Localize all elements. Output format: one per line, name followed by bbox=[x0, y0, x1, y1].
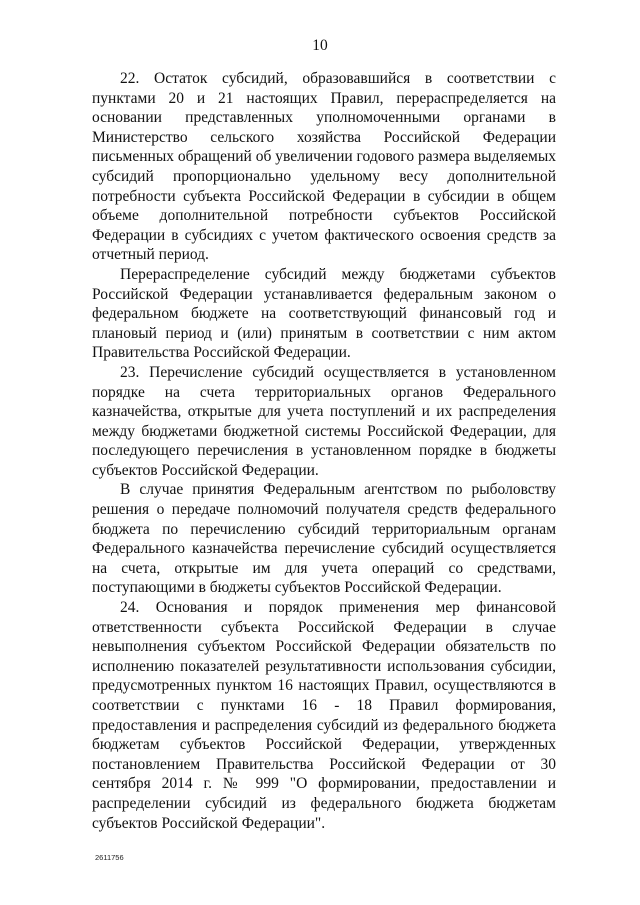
document-code: 2611756 bbox=[95, 853, 124, 862]
paragraph-fisheries-agency: В случае принятия Федеральным агентством по рыболовству решения о передаче полномочий получателя средств федерального бюджета по перечислению субсидий территориальным органам Федерального казначейства перечисление субсидий осуществляется на счета, открытые им для учета операций со средствами, поступающими в бюджеты субъектов Российской Федерации. bbox=[92, 481, 556, 597]
paragraph-23-transfer: 23. Перечисление субсидий осуществляется в установленном порядке на счета территориальных органов Федерального казначейства, открытые для учета поступлений и их распределения между бюджетами бюджетной системы Российской Федерации, для последующего перечисления в установленном порядке в бюджеты субъектов Российской Федерации. bbox=[92, 363, 556, 479]
paragraph-redistribution: Перераспределение субсидий между бюджетами субъектов Российской Федерации устанавливается федеральным законом о федеральном бюджете на соответствующий финансовый год и плановый период и (или) принятым в соответствии с ним актом Правительства Российской Федерации. bbox=[92, 265, 556, 362]
paragraph-22-remaining-subsidies: 22. Остаток субсидий, образовавшийся в соответствии с пунктами 20 и 21 настоящих Правил, перераспределяется на основании представленных уполномоченными органами в Министерство сельского хозяйства Российской Федерации письменных обращений об увеличении годового размера выделяемых субсидий пропорционально удельному весу дополнительной потребности субъекта Российской Федерации в субсидии в общем объеме дополнительной потребности субъектов Российской Федерации в субсидиях с учетом фактического освоения средств за отчетный период. bbox=[92, 70, 556, 264]
paragraph-24-liability: 24. Основания и порядок применения мер финансовой ответственности субъекта Российской Федерации в случае невыполнения субъектом Российской Федерации обязательств по исполнению показателей результативности использования субсидии, предусмотренных пунктом 16 настоящих Правил, осуществляются в соответствии с пунктами 16 - 18 Правил формирования, предоставления и распределения субсидий из федерального бюджета бюджетам субъектов Российской Федерации, утвержденных постановлением Правительства Российской Федерации от 30 сентября 2014 г. № 999 "О формировании, предоставлении и распределении субсидий из федерального бюджета бюджетам субъектов Российской Федерации". bbox=[92, 599, 556, 832]
page-number: 10 bbox=[312, 37, 328, 54]
document-body bbox=[92, 69, 556, 833]
